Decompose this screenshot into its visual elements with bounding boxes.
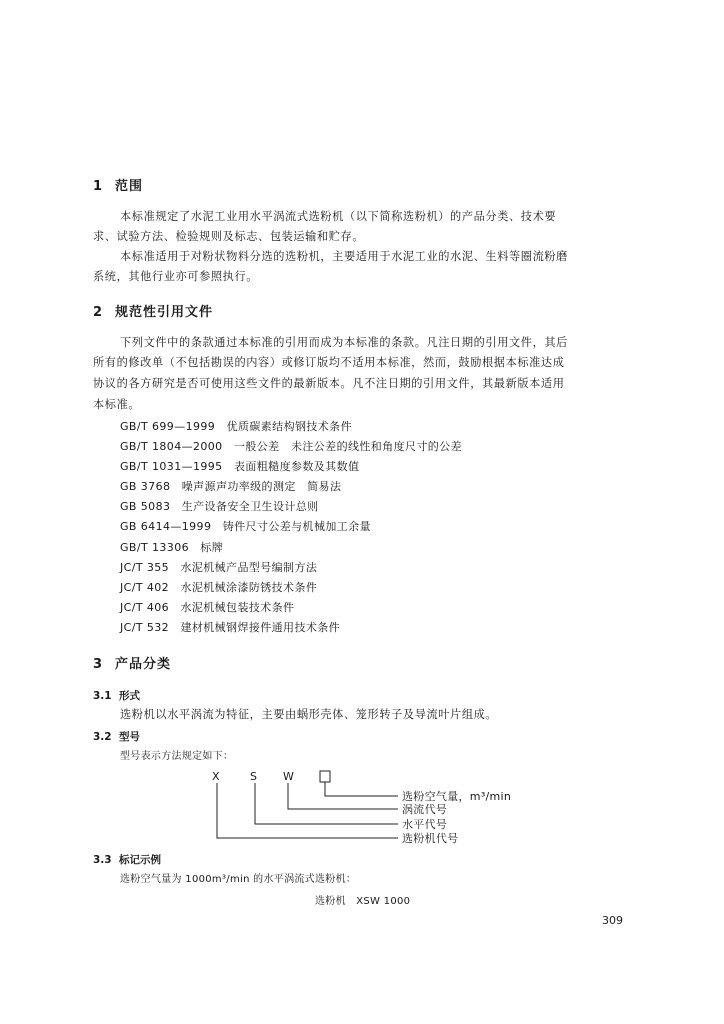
reference-item: JC/T 406 水泥机械包装技术条件 — [120, 601, 295, 614]
section-1-line: 求、试验方法、检验规则及标志、包装运输和贮存。 — [93, 230, 365, 243]
model-letter-x: X — [212, 770, 220, 783]
subsection-3-3-text: 选粉空气量为 1000m³/min 的水平涡流式选粉机： — [120, 874, 357, 885]
subsection-title: 形式 — [119, 690, 140, 702]
section-1-line: 本标准规定了水泥工业用水平涡流式选粉机（以下简称选粉机）的产品分类、技术要 — [120, 210, 557, 223]
subsection-number: 3.2 — [93, 731, 112, 743]
section-3-number: 3 — [93, 657, 104, 672]
section-3-title: 产品分类 — [115, 657, 172, 672]
section-1-line: 本标准适用于对粉状物料分选的选粉机，主要适用于水泥工业的水泥、生料等圈流粉磨 — [120, 250, 568, 263]
reference-item: JC/T 355 水泥机械产品型号编制方法 — [120, 561, 318, 574]
subsection-number: 3.1 — [93, 690, 112, 702]
subsection-title: 型号 — [119, 731, 140, 743]
diagram-label: 选粉空气量，m³/min — [402, 790, 512, 803]
subsection-number: 3.3 — [93, 854, 112, 866]
connector-line — [325, 782, 398, 796]
reference-item: GB 3768 噪声源声功率级的测定 简易法 — [120, 480, 342, 493]
section-2-title: 规范性引用文件 — [115, 305, 214, 320]
reference-item: GB 6414—1999 铸件尺寸公差与机械加工余量 — [120, 520, 371, 533]
section-2-number: 2 — [93, 305, 104, 320]
reference-item: JC/T 402 水泥机械涂漆防锈技术条件 — [120, 581, 318, 594]
subsection-3-2-text: 型号表示方法规定如下： — [120, 751, 234, 762]
reference-item: JC/T 532 建材机械钢焊接件通用技术条件 — [120, 621, 341, 634]
subsection-title: 标记示例 — [119, 854, 161, 866]
marking-example: 选粉机 XSW 1000 — [315, 896, 411, 907]
diagram-label: 选粉机代号 — [402, 832, 459, 845]
reference-item: GB/T 1031—1995 表面粗糙度参数及其数值 — [120, 460, 360, 473]
reference-item: GB/T 1804—2000 一般公差 未注公差的线性和角度尺寸的公差 — [120, 440, 462, 453]
connector-line — [217, 783, 398, 838]
section-2-line: 所有的修改单（不包括勘误的内容）或修订版均不适用本标准，然而，鼓励根据本标准达成 — [93, 356, 565, 369]
diagram-label: 水平代号 — [402, 818, 448, 831]
section-1-line: 系统，其他行业亦可参照执行。 — [93, 270, 259, 283]
section-1-number: 1 — [93, 179, 104, 194]
reference-item: GB/T 699—1999 优质碳素结构钢技术条件 — [120, 420, 352, 433]
model-placeholder-box — [320, 771, 330, 782]
subsection-3-3-heading — [93, 852, 161, 867]
reference-item: GB/T 13306 标牌 — [120, 541, 224, 554]
diagram-label: 涡流代号 — [402, 803, 448, 816]
model-letter-s: S — [250, 770, 258, 783]
section-1-title: 范围 — [115, 179, 144, 194]
model-letter-w: W — [283, 770, 295, 783]
page-number: 309 — [602, 914, 623, 927]
reference-item: GB 5083 生产设备安全卫生设计总则 — [120, 500, 319, 513]
section-2-line: 下列文件中的条款通过本标准的引用而成为本标准的条款。凡注日期的引用文件，其后 — [120, 336, 568, 349]
connector-line — [255, 783, 398, 824]
subsection-3-1-text: 选粉机以水平涡流为特征，主要由蜗形壳体、笼形转子及导流叶片组成。 — [120, 708, 498, 721]
section-2-line: 协议的各方研究是否可使用这些文件的最新版本。凡不注日期的引用文件，其最新版本适用 — [93, 377, 565, 390]
section-2-line: 本标准。 — [93, 398, 141, 411]
